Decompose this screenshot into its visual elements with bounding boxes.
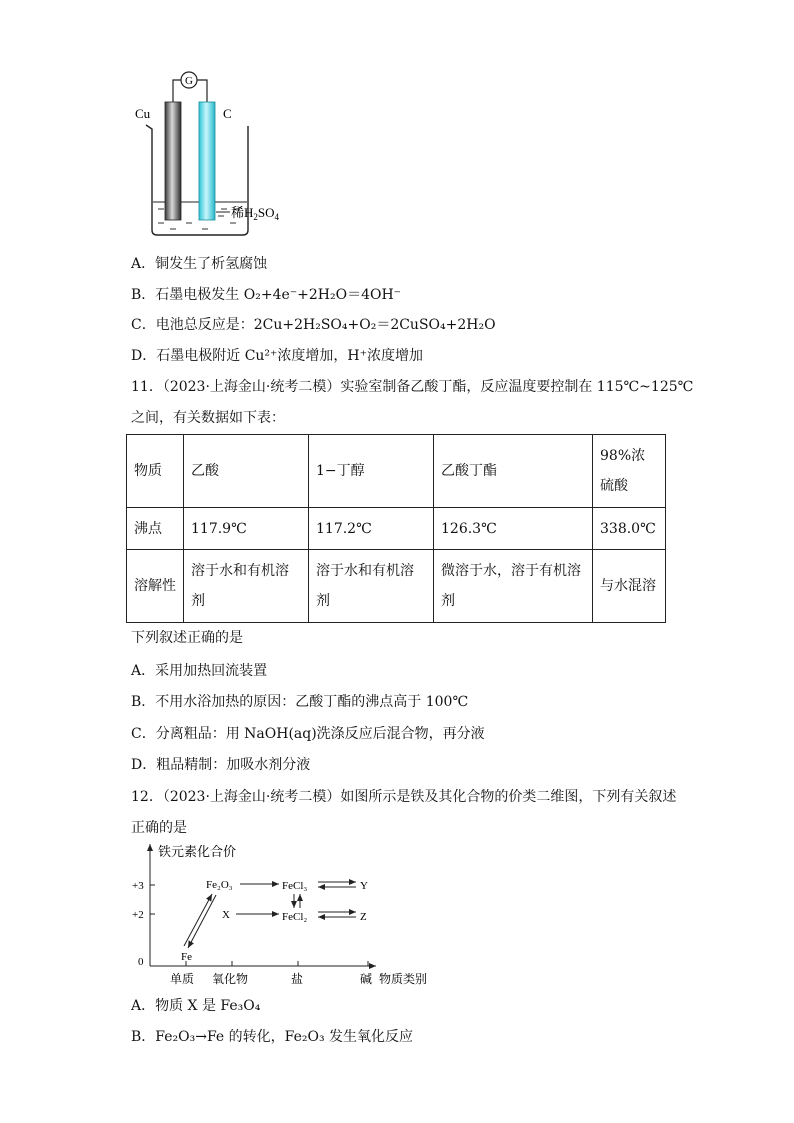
y-axis-label: 铁元素化合价 [158, 844, 237, 859]
q11-data-table [126, 434, 666, 623]
copper-electrode [165, 102, 181, 220]
wire-right [197, 80, 207, 103]
table-cell: 126.3℃ [434, 508, 593, 550]
q10-option-a: A．铜发生了析氢腐蚀 [131, 256, 268, 272]
table-cell: 物质 [127, 435, 184, 508]
x-category-oxide: 氧化物 [212, 972, 249, 986]
x-category-base: 碱 [360, 972, 373, 986]
table-cell: 乙酸丁酯 [434, 435, 593, 508]
q11-stem-line1: 11．（2023·上海金山·统考二模）实验室制备乙酸丁酯，反应温度要控制在 115℃~125℃ [131, 379, 694, 395]
wire-left [173, 80, 181, 103]
q12-option-b: B．Fe₂O₃→Fe 的转化，Fe₂O₃ 发生氧化反应 [131, 1029, 414, 1045]
table-cell: 1−丁醇 [309, 435, 434, 508]
table-cell: 乙酸 [184, 435, 309, 508]
q11-option-b: B．不用水浴加热的原因：乙酸丁酯的沸点高于 100℃ [131, 694, 469, 710]
label-cu: Cu [135, 106, 151, 121]
q10-option-c: C．电池总反应是：2Cu+2H₂SO₄+O₂＝2CuSO₄+2H₂O [131, 317, 496, 333]
species-fecl2: FeCl₂ [282, 911, 308, 923]
q11-option-d: D．粗品精制：加吸水剂分液 [131, 757, 311, 773]
x-category-salt: 盐 [291, 972, 304, 986]
q10-option-d: D．石墨电极附近 Cu²⁺浓度增加，H⁺浓度增加 [131, 348, 424, 364]
table-cell: 微溶于水，溶于有机溶剂 [434, 550, 593, 623]
q10-option-b: B．石墨电极发生 O₂+4e⁻+2H₂O＝4OH⁻ [131, 287, 402, 303]
q11-option-a: A．采用加热回流装置 [131, 663, 268, 679]
table-row-boiling-point [127, 508, 666, 550]
table-row-solubility [127, 550, 666, 623]
table-cell: 98%浓硫酸 [593, 435, 666, 508]
table-row-header [127, 435, 666, 508]
galvanometer-label: G [185, 75, 193, 87]
species-fe2o3: Fe₂O₃ [206, 879, 233, 891]
species-z: Z [360, 911, 367, 923]
species-fe: Fe [181, 951, 192, 963]
q12-option-a: A．物质 X 是 Fe₃O₄ [131, 998, 261, 1014]
species-fecl3: FeCl₃ [282, 880, 308, 892]
galvanic-cell-figure [126, 70, 326, 240]
table-cell: 溶于水和有机溶剂 [309, 550, 434, 623]
carbon-electrode [199, 102, 215, 220]
x-axis-label: 物质类别 [379, 972, 428, 986]
table-cell: 117.9℃ [184, 508, 309, 550]
label-c: C [223, 106, 232, 121]
table-cell: 溶解性 [127, 550, 184, 623]
transformation-arrows [184, 882, 356, 948]
table-cell: 溶于水和有机溶剂 [184, 550, 309, 623]
table-cell: 与水混溶 [593, 550, 666, 623]
table-cell: 338.0℃ [593, 508, 666, 550]
species-y: Y [360, 880, 368, 892]
y-tick-zero: 0 [138, 956, 144, 968]
table-cell: 沸点 [127, 508, 184, 550]
y-tick-plus2: +2 [132, 909, 144, 921]
q12-stem-line2: 正确的是 [131, 820, 187, 836]
y-tick-plus3: +3 [132, 880, 144, 892]
q12-stem-line1: 12．（2023·上海金山·统考二模）如图所示是铁及其化合物的价类二维图，下列有关叙述 [131, 789, 677, 805]
q11-stem-line2: 之间，有关数据如下表： [131, 410, 285, 426]
table-cell: 117.2℃ [309, 508, 434, 550]
q11-prompt: 下列叙述正确的是 [131, 630, 243, 646]
label-acid: 稀$H_2SO_4$ [231, 205, 280, 222]
x-category-element: 单质 [170, 972, 195, 986]
species-x: X [222, 909, 230, 921]
q11-option-c: C．分离粗品：用 NaOH(aq)洗涤反应后混合物，再分液 [131, 726, 485, 742]
iron-valence-class-diagram [128, 838, 448, 990]
